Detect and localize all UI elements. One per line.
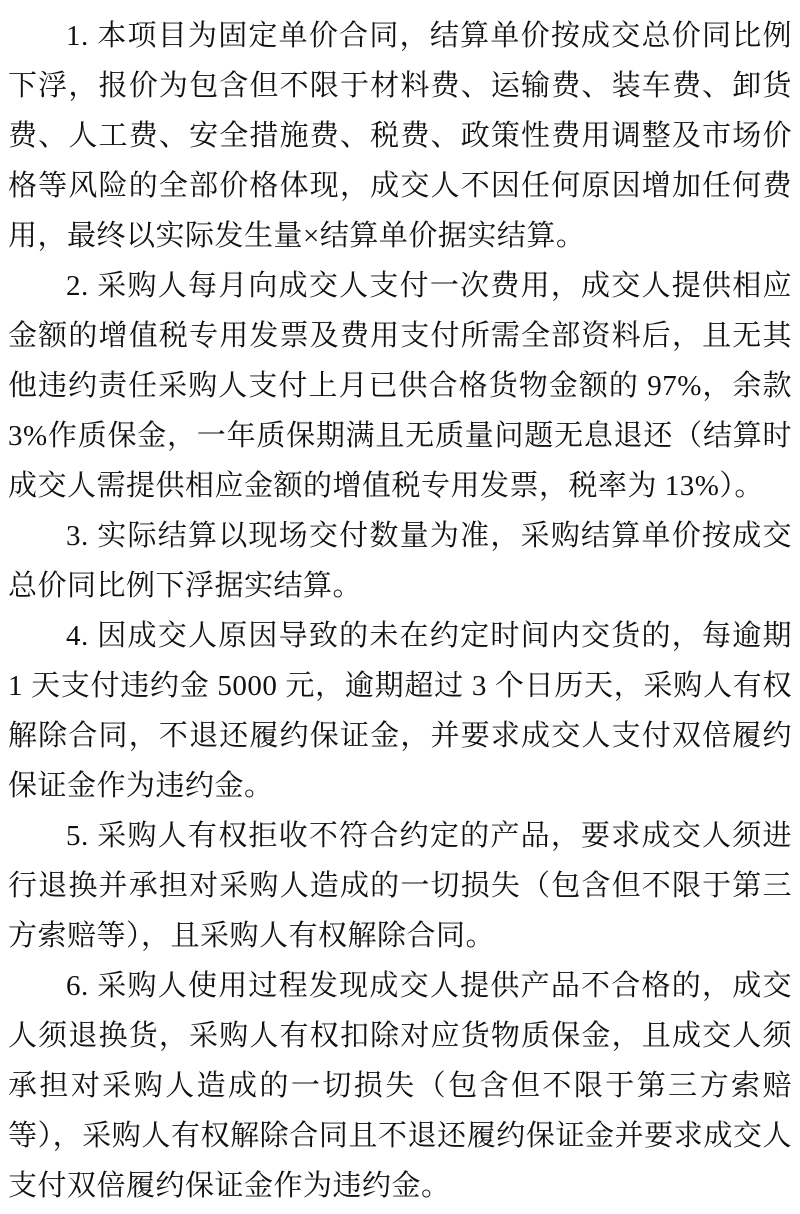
paragraph-5: 5. 采购人有权拒收不符合约定的产品，要求成交人须进行退换并承担对采购人造成的一切损失（包含但不限于第三方索赔等），且采购人有权解除合同。 (8, 820, 792, 952)
paragraph-4: 4. 因成交人原因导致的未在约定时间内交货的，每逾期 1 天支付违约金 5000 元，逾期超过 3 个日历天，采购人有权解除合同，不退还履约保证金，并要求成交人支付双倍履约保证金作为违约金。 (8, 620, 792, 802)
paragraph-1: 1. 本项目为固定单价合同，结算单价按成交总价同比例下浮，报价为包含但不限于材料费、运输费、装车费、卸货费、人工费、安全措施费、税费、政策性费用调整及市场价格等风险的全部价格体现，成交人不因任何原因增加任何费用，最终以实际发生量×结算单价据实结算。 (8, 20, 792, 252)
paragraph-3: 3. 实际结算以现场交付数量为准，采购结算单价按成交总价同比例下浮据实结算。 (8, 520, 792, 602)
paragraph-2: 2. 采购人每月向成交人支付一次费用，成交人提供相应金额的增值税专用发票及费用支付所需全部资料后，且无其他违约责任采购人支付上月已供合格货物金额的 97%，余款 3%作质保金，一年质保期满且无质量问题无息退还（结算时成交人需提供相应金额的增值税专用发票，税率为 13%）。 (8, 270, 792, 502)
paragraph-6: 6. 采购人使用过程发现成交人提供产品不合格的，成交人须退换货，采购人有权扣除对应货物质保金，且成交人须承担对采购人造成的一切损失（包含但不限于第三方索赔等），采购人有权解除合同且不退还履约保证金并要求成交人支付双倍履约保证金作为违约金。 (8, 970, 792, 1202)
